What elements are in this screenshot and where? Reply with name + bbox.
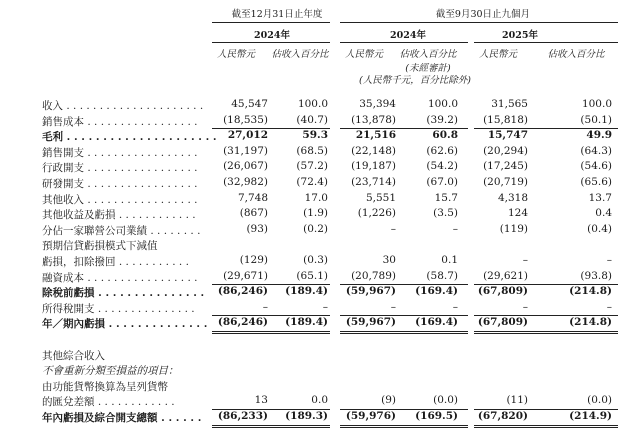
row-value: (0.0) — [587, 394, 612, 407]
header-col-pct-2: 佔收入百分比 — [399, 49, 457, 60]
table-row — [0, 316, 640, 331]
row-value: (93) — [246, 222, 268, 235]
row-value: 21,516 — [355, 129, 396, 142]
row-value: (72.4) — [296, 176, 328, 188]
row-value: (0.0) — [433, 394, 458, 407]
table-row — [0, 114, 640, 129]
row-value: (86,246) — [217, 316, 268, 329]
row-value: (29,621) — [483, 269, 528, 282]
row-label: 預期信貸虧損模式下減值 — [42, 240, 158, 253]
table-rule — [340, 128, 468, 129]
row-label: 研發開支 . . . . . . . . . . . . . . . . . — [42, 178, 198, 190]
row-value: (189.4) — [285, 316, 328, 329]
row-value: 0.0 — [311, 394, 328, 407]
row-label: 其他收益及虧損 . . . . . . . . . . . . — [42, 209, 196, 222]
row-value: (169.4) — [415, 316, 458, 329]
table-row — [0, 129, 640, 144]
table-rule — [474, 409, 618, 410]
row-value: (54.2) — [426, 160, 458, 173]
table-row — [0, 98, 640, 113]
row-value: 13 — [254, 394, 268, 407]
table-row — [0, 410, 640, 425]
row-value: (129) — [239, 254, 268, 266]
header-rule-nine — [340, 22, 618, 23]
row-value: (119) — [499, 222, 528, 235]
row-value: 31,565 — [491, 98, 528, 110]
row-value: (13,878) — [351, 113, 396, 126]
row-label: 收入 . . . . . . . . . . . . . . . . . . . . . — [42, 100, 204, 112]
table-rule — [212, 284, 330, 285]
row-label: 年／期內虧損 . . . . . . . . . . . . . . — [42, 318, 208, 331]
row-value: (65.1) — [296, 269, 328, 282]
table-rule — [212, 409, 330, 410]
row-value: – — [322, 300, 328, 313]
row-value: (169.5) — [415, 410, 458, 422]
row-value: (93.8) — [580, 269, 612, 282]
table-rule — [474, 425, 618, 428]
table-row — [0, 223, 640, 238]
table-row — [0, 192, 640, 207]
row-label: 由功能貨幣換算為呈列貨幣 — [42, 380, 168, 393]
row-value: (23,714) — [351, 176, 396, 188]
table-rule — [212, 128, 330, 129]
header-year-2024: 2024年 — [254, 30, 290, 41]
header-group-nine: 截至9月30日止九個月 — [435, 9, 531, 20]
row-value: 7,748 — [237, 191, 268, 204]
row-value: (59,967) — [345, 316, 396, 329]
row-label: 其他收入 . . . . . . . . . . . . . . . . . — [42, 193, 198, 206]
table-row — [0, 176, 640, 191]
header-units: (人民幣千元，百分比除外) — [359, 75, 471, 86]
header-year-2025: 2025年 — [502, 30, 538, 41]
table-rule — [340, 315, 468, 316]
row-label: 銷售開支 . . . . . . . . . . . . . . . . . — [42, 146, 198, 159]
row-value: (0.4) — [587, 222, 612, 235]
row-value: – — [452, 222, 458, 235]
row-value: (867) — [239, 207, 268, 220]
row-value: (57.2) — [296, 160, 328, 173]
table-rule — [340, 331, 468, 334]
row-value: (0.2) — [303, 222, 328, 235]
row-value: 100.0 — [427, 98, 458, 110]
row-label: 融資成本 . . . . . . . . . . . . . . . . . — [42, 271, 198, 284]
row-value: 30 — [382, 254, 396, 266]
row-label: 除稅前虧損 . . . . . . . . . . . . . . . — [42, 287, 205, 300]
row-label: 年內虧損及綜合開支總額 . . . . . . — [42, 412, 202, 424]
row-value: (189.3) — [285, 410, 328, 422]
row-value: – — [262, 300, 268, 313]
row-value: (58.7) — [426, 269, 458, 282]
table-rule — [340, 425, 468, 428]
table-rule — [212, 315, 330, 316]
row-value: (67.0) — [426, 176, 458, 188]
row-value: 27,012 — [227, 129, 268, 142]
header-col-pct-1: 佔收入百分比 — [271, 49, 329, 60]
row-value: 0.1 — [441, 254, 458, 266]
row-value: (20,719) — [483, 176, 528, 188]
row-label: 所得稅開支 . . . . . . . . . . . . . . . — [42, 302, 195, 315]
row-value: (67,820) — [477, 410, 528, 422]
table-rule — [474, 284, 618, 285]
row-value: (1,226) — [357, 207, 396, 220]
row-value: 49.9 — [586, 129, 612, 142]
row-value: (31,197) — [223, 144, 268, 157]
row-value: 17.0 — [304, 191, 328, 204]
row-value: (68.5) — [296, 144, 328, 157]
row-value: (59,967) — [345, 285, 396, 298]
row-value: 59.3 — [302, 129, 328, 142]
row-value: 100.0 — [581, 98, 612, 110]
table-row — [0, 348, 640, 363]
row-value: 60.8 — [432, 129, 458, 142]
row-value: (20,789) — [351, 269, 396, 282]
table-rule — [474, 315, 618, 316]
table-row — [0, 145, 640, 160]
table-row — [0, 301, 640, 316]
row-value: 15.7 — [434, 191, 458, 204]
row-value: (39.2) — [426, 113, 458, 126]
row-value: (19,187) — [351, 160, 396, 173]
row-value: 100.0 — [297, 98, 328, 110]
row-label: 行政開支 . . . . . . . . . . . . . . . . . — [42, 162, 198, 175]
row-value: (214.8) — [569, 285, 612, 298]
row-value: (1.9) — [303, 207, 328, 220]
row-value: (67,809) — [477, 285, 528, 298]
row-value: (29,671) — [223, 269, 268, 282]
row-value: (62.6) — [426, 144, 458, 157]
row-value: 45,547 — [231, 98, 268, 110]
table-row — [0, 332, 640, 347]
row-value: – — [390, 300, 396, 313]
table-rule — [340, 284, 468, 285]
row-value: – — [606, 254, 612, 266]
row-value: (189.4) — [285, 285, 328, 298]
row-value: (3.5) — [433, 207, 458, 220]
row-value: (11) — [506, 394, 528, 407]
row-label: 分佔一家聯營公司業績 . . . . . . . . — [42, 224, 201, 237]
row-value: (40.7) — [296, 113, 328, 126]
table-row — [0, 254, 640, 269]
row-value: (86,246) — [217, 285, 268, 298]
row-label: 毛利 . . . . . . . . . . . . . . . . . . . . . — [42, 131, 217, 144]
row-value: (50.1) — [580, 113, 612, 126]
row-value: – — [390, 222, 396, 235]
table-row — [0, 394, 640, 409]
table-rule — [474, 128, 618, 129]
row-value: – — [522, 254, 528, 266]
row-value: 13.7 — [588, 191, 612, 204]
header-group-year: 截至12月31日止年度 — [231, 9, 323, 20]
header-rule-2024b — [340, 42, 468, 43]
row-value: 0.4 — [595, 207, 612, 220]
row-value: (15,818) — [483, 113, 528, 126]
row-value: (54.6) — [580, 160, 612, 173]
row-value: (65.6) — [580, 176, 612, 188]
row-label: 其他綜合收入 — [42, 349, 105, 362]
table-row — [0, 363, 640, 378]
row-value: (22,148) — [351, 144, 396, 157]
row-value: (32,982) — [223, 176, 268, 188]
header-rule-2025 — [474, 42, 618, 43]
row-label: 虧損，扣除撥回 . . . . . . . . . . . — [42, 256, 189, 268]
row-value: (26,067) — [223, 160, 268, 173]
row-value: (67,809) — [477, 316, 528, 329]
row-value: 35,394 — [359, 98, 396, 110]
row-value: (9) — [381, 394, 396, 407]
row-value: – — [606, 300, 612, 313]
row-value: (214.8) — [569, 316, 612, 329]
row-label: 的匯兌差額 . . . . . . . . . . . . — [42, 396, 175, 409]
row-value: (20,294) — [483, 144, 528, 157]
header-unaudited: (未經審計) — [405, 63, 451, 74]
header-rule-year — [212, 22, 330, 23]
header-col-rmb-1: 人民幣元 — [216, 49, 255, 60]
table-row — [0, 238, 640, 253]
table-rule — [474, 331, 618, 334]
row-value: (17,245) — [483, 160, 528, 173]
table-row — [0, 285, 640, 300]
row-value: 5,551 — [365, 191, 396, 204]
table-row — [0, 160, 640, 175]
row-value: (59,976) — [345, 410, 396, 422]
row-value: 124 — [507, 207, 528, 220]
row-value: (0.3) — [303, 254, 328, 266]
header-col-rmb-3: 人民幣元 — [478, 49, 517, 60]
header-rule-2024 — [212, 42, 330, 43]
row-value: 15,747 — [487, 129, 528, 142]
row-value: (64.3) — [580, 144, 612, 157]
table-row — [0, 207, 640, 222]
row-value: – — [522, 300, 528, 313]
row-value: – — [452, 300, 458, 313]
header-col-pct-3: 佔收入百分比 — [547, 49, 605, 60]
row-value: (169.4) — [415, 285, 458, 298]
row-label: 銷售成本 . . . . . . . . . . . . . . . . . — [42, 115, 198, 128]
row-value: (214.9) — [569, 410, 612, 422]
header-year-2024b: 2024年 — [390, 30, 426, 41]
table-rule — [212, 425, 330, 428]
row-value: (18,535) — [223, 113, 268, 126]
table-rule — [340, 409, 468, 410]
table-row — [0, 270, 640, 285]
table-row — [0, 379, 640, 394]
row-label: 不會重新分類至損益的項目： — [42, 365, 179, 378]
table-rule — [212, 331, 330, 334]
row-value: (86,233) — [217, 410, 268, 422]
row-value: 4,318 — [497, 191, 528, 204]
header-col-rmb-2: 人民幣元 — [344, 49, 383, 60]
